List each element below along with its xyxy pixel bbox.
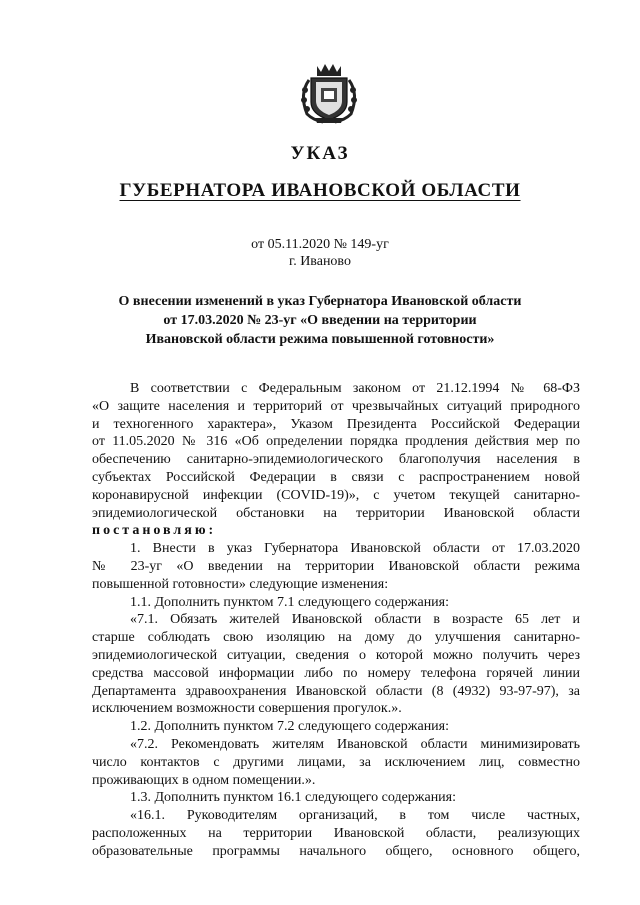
preamble-line: и техногенного характера», Указом Президента Российской Федерации bbox=[92, 416, 580, 432]
item1-1-intro: 1.1. Дополнить пунктом 7.1 следующего содержания: bbox=[130, 594, 450, 610]
item16-1-line: образовательные программы начального общего, основного общего, bbox=[92, 843, 580, 859]
item7-1-line: «7.1. Обязать жителей Ивановской области в возрасте 65 лет и bbox=[130, 612, 580, 628]
item7-1-line: эпидемиологической ситуации, сведения о которой можно получить через bbox=[92, 647, 580, 663]
item7-1-line: исключением возможности совершения прогулок.». bbox=[92, 701, 402, 717]
subject-line: О внесении изменений в указ Губернатора Ивановской области bbox=[118, 294, 522, 309]
preamble-line: от 11.05.2020 № 316 «Об определении порядка продления действия мер по bbox=[92, 434, 580, 450]
item1-3-intro: 1.3. Дополнить пунктом 16.1 следующего содержания: bbox=[130, 790, 457, 806]
document-dateline bbox=[0, 236, 640, 270]
preamble-line: «О защите населения и территорий от чрезвычайных ситуаций природного bbox=[92, 398, 580, 414]
item7-1-line: Департамента здравоохранения Ивановской области (8 (4932) 93-97-97), за bbox=[92, 683, 580, 699]
decree-word-line bbox=[92, 522, 580, 540]
preamble-line: обеспечению санитарно-эпидемиологического благополучия населения в bbox=[92, 452, 580, 468]
document-issuer bbox=[0, 180, 640, 202]
preamble-line: субъектах Российской Федерации в связи с распространением новой bbox=[92, 469, 580, 485]
document-body bbox=[92, 380, 580, 861]
decree-word: постановляю: bbox=[92, 523, 217, 539]
item1-line: № 23-уг «О введении на территории Ивановской области режима bbox=[92, 558, 580, 574]
item1-line: 1. Внести в указ Губернатора Ивановской области от 17.03.2020 bbox=[130, 541, 580, 557]
item7-1-line: средства массовой информации либо по номеру телефона горячей линии bbox=[92, 665, 580, 681]
document-date-number: от 05.11.2020 № 149-уг bbox=[251, 237, 389, 252]
document-title: УКАЗ bbox=[290, 143, 350, 164]
item7-2-line: число контактов с другими лицами, за исключением лиц, совместно bbox=[92, 754, 580, 770]
subject-line: от 17.03.2020 № 23-уг «О введении на территории bbox=[163, 313, 477, 328]
item7-2-line: проживающих в одном помещении.». bbox=[92, 772, 316, 788]
item1-2-intro: 1.2. Дополнить пунктом 7.2 следующего содержания: bbox=[130, 719, 450, 735]
item16-1-line: «16.1. Руководителям организаций, в том числе частных, bbox=[130, 808, 580, 824]
item16-1-line: расположенных на территории Ивановской области, реализующих bbox=[92, 825, 580, 841]
preamble-line: коронавирусной инфекции (COVID-19)», с учетом текущей санитарно- bbox=[92, 487, 580, 503]
coat-of-arms-icon bbox=[297, 62, 361, 124]
document-subject bbox=[0, 292, 640, 349]
item1-line: повышенной готовности» следующие изменения: bbox=[92, 576, 389, 592]
document-issuer-text: ГУБЕРНАТОРА ИВАНОВСКОЙ ОБЛАСТИ bbox=[119, 180, 521, 201]
item7-1-line: старше соблюдать свою изоляцию на дому до улучшения санитарно- bbox=[92, 630, 580, 646]
item7-2-line: «7.2. Рекомендовать жителям Ивановской области минимизировать bbox=[130, 736, 580, 752]
preamble-line: эпидемиологической обстановки на территории Ивановской области bbox=[92, 505, 580, 521]
subject-line: Ивановской области режима повышенной готовности» bbox=[145, 332, 495, 347]
document-place: г. Иваново bbox=[289, 254, 351, 269]
preamble-line: В соответствии с Федеральным законом от 21.12.1994 № 68-ФЗ bbox=[130, 381, 580, 396]
